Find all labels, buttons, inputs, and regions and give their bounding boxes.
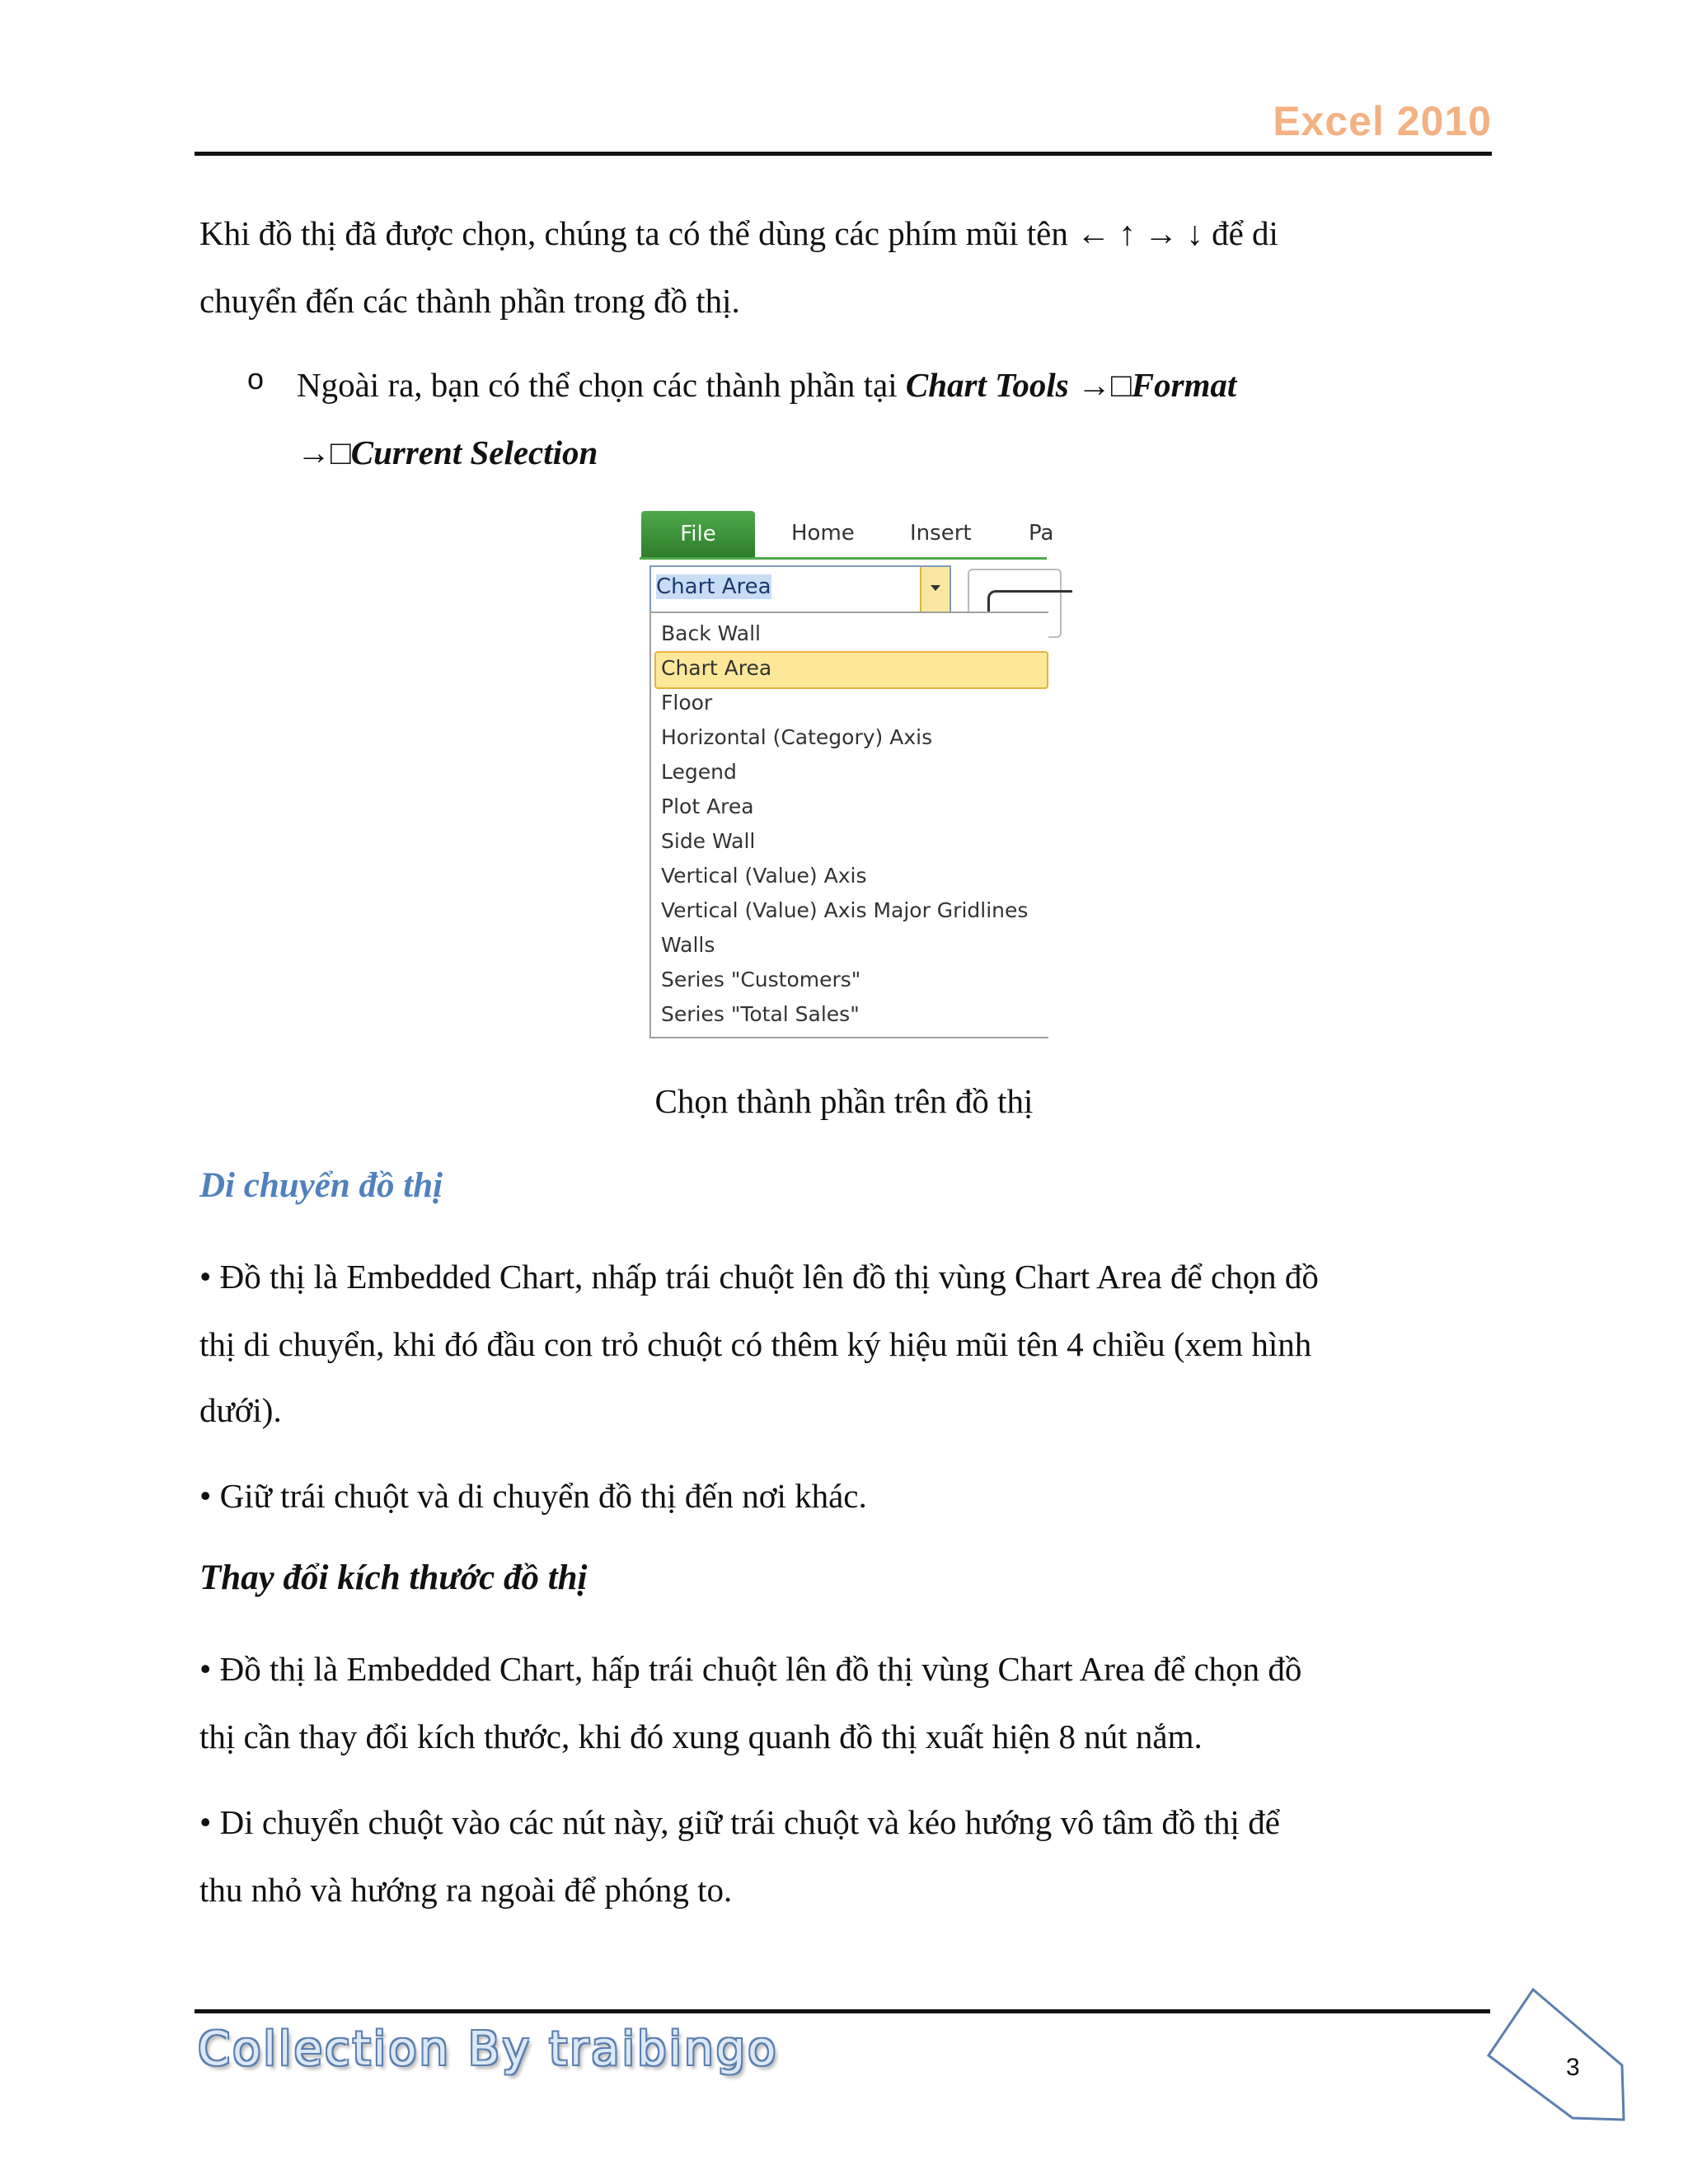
sub-bullet-line-2 xyxy=(297,419,598,486)
header-rule xyxy=(195,152,1492,156)
resize-bullet-1-line-1: • Đồ thị là Embedded Chart, hấp trái chuột lên đồ thị vùng Chart Area để chọn đồ xyxy=(199,1650,1302,1688)
tab-partial[interactable]: Pa xyxy=(1029,521,1054,546)
format-label: Format xyxy=(1131,366,1237,404)
intro-line-2: chuyển đến các thành phần trong đồ thị. xyxy=(199,282,740,320)
figure-caption: Chọn thành phần trên đồ thị xyxy=(654,1082,1034,1120)
dropdown-item[interactable]: Back Wall xyxy=(661,621,761,645)
tab-home[interactable]: Home xyxy=(791,521,855,546)
section-heading-move: Di chuyển đồ thị xyxy=(199,1166,443,1205)
dropdown-item[interactable]: Series "Customers" xyxy=(661,968,861,991)
dropdown-item[interactable]: Vertical (Value) Axis Major Gridlines xyxy=(661,898,1029,922)
move-bullet-1-line-1: • Đồ thị là Embedded Chart, nhấp trái chuột lên đồ thị vùng Chart Area để chọn đồ xyxy=(199,1258,1319,1296)
dropdown-item[interactable]: Floor xyxy=(661,691,713,715)
page-number-tag-icon xyxy=(1484,1986,1632,2126)
intro-line-1: Khi đồ thị đã được chọn, chúng ta có thể dùng các phím mũi tên ← ↑ → ↓ để di xyxy=(199,214,1278,252)
footer-rule xyxy=(195,2009,1490,2013)
sub-bullet-marker: o xyxy=(247,362,265,396)
dropdown-item[interactable]: Vertical (Value) Axis xyxy=(661,864,867,888)
footer-brand: Collection By traibingo xyxy=(198,2022,779,2076)
section-heading-resize: Thay đổi kích thước đồ thị xyxy=(199,1558,588,1597)
chart-elements-dropdown xyxy=(649,612,1048,1038)
tab-insert[interactable]: Insert xyxy=(910,521,972,546)
chart-tools-label: Chart Tools xyxy=(905,366,1069,404)
dropdown-item[interactable]: Horizontal (Category) Axis xyxy=(661,725,933,749)
dropdown-item-selected[interactable]: Chart Area xyxy=(654,651,1048,689)
dropdown-item[interactable]: Side Wall xyxy=(661,829,756,853)
resize-bullet-2-line-1: • Di chuyển chuột vào các nút này, giữ trái chuột và kéo hướng vô tâm đồ thị để xyxy=(199,1803,1280,1841)
box-glyph: □ xyxy=(331,434,351,471)
sub-bullet-text: Ngoài ra, bạn có thể chọn các thành phần tại xyxy=(297,366,906,404)
ribbon-underline xyxy=(640,557,1047,560)
page-number: 3 xyxy=(1566,2054,1580,2081)
chart-elements-combo[interactable] xyxy=(649,565,951,613)
arrow-icon: → xyxy=(1076,366,1111,404)
dropdown-item[interactable]: Series "Total Sales" xyxy=(661,1002,860,1026)
resize-bullet-2-line-2: thu nhỏ và hướng ra ngoài để phóng to. xyxy=(199,1871,733,1909)
move-bullet-2: • Giữ trái chuột và di chuyển đồ thị đến nơi khác. xyxy=(199,1477,867,1515)
dropdown-item[interactable]: Legend xyxy=(661,760,737,784)
move-bullet-1-line-3: dưới). xyxy=(199,1391,282,1429)
sub-bullet-line-1 xyxy=(297,351,1236,419)
arrow-icon: → xyxy=(297,434,331,471)
combo-value: Chart Area xyxy=(656,574,771,599)
dropdown-item[interactable]: Plot Area xyxy=(661,794,754,818)
excel-screenshot xyxy=(640,509,1054,1042)
dropdown-arrow-button[interactable] xyxy=(920,567,950,612)
header-title: Excel 2010 xyxy=(1273,98,1492,144)
dropdown-item[interactable]: Walls xyxy=(661,933,715,957)
ribbon-tabs xyxy=(640,509,1054,559)
tab-file[interactable]: File xyxy=(641,511,755,557)
move-bullet-1-line-2: thị di chuyển, khi đó đầu con trỏ chuột có thêm ký hiệu mũi tên 4 chiều (xem hình xyxy=(199,1325,1312,1363)
current-selection-label: Current Selection xyxy=(350,434,598,471)
box-glyph: □ xyxy=(1110,366,1132,404)
resize-bullet-1-line-2: thị cần thay đổi kích thước, khi đó xung quanh đồ thị xuất hiện 8 nút nắm. xyxy=(199,1718,1203,1755)
